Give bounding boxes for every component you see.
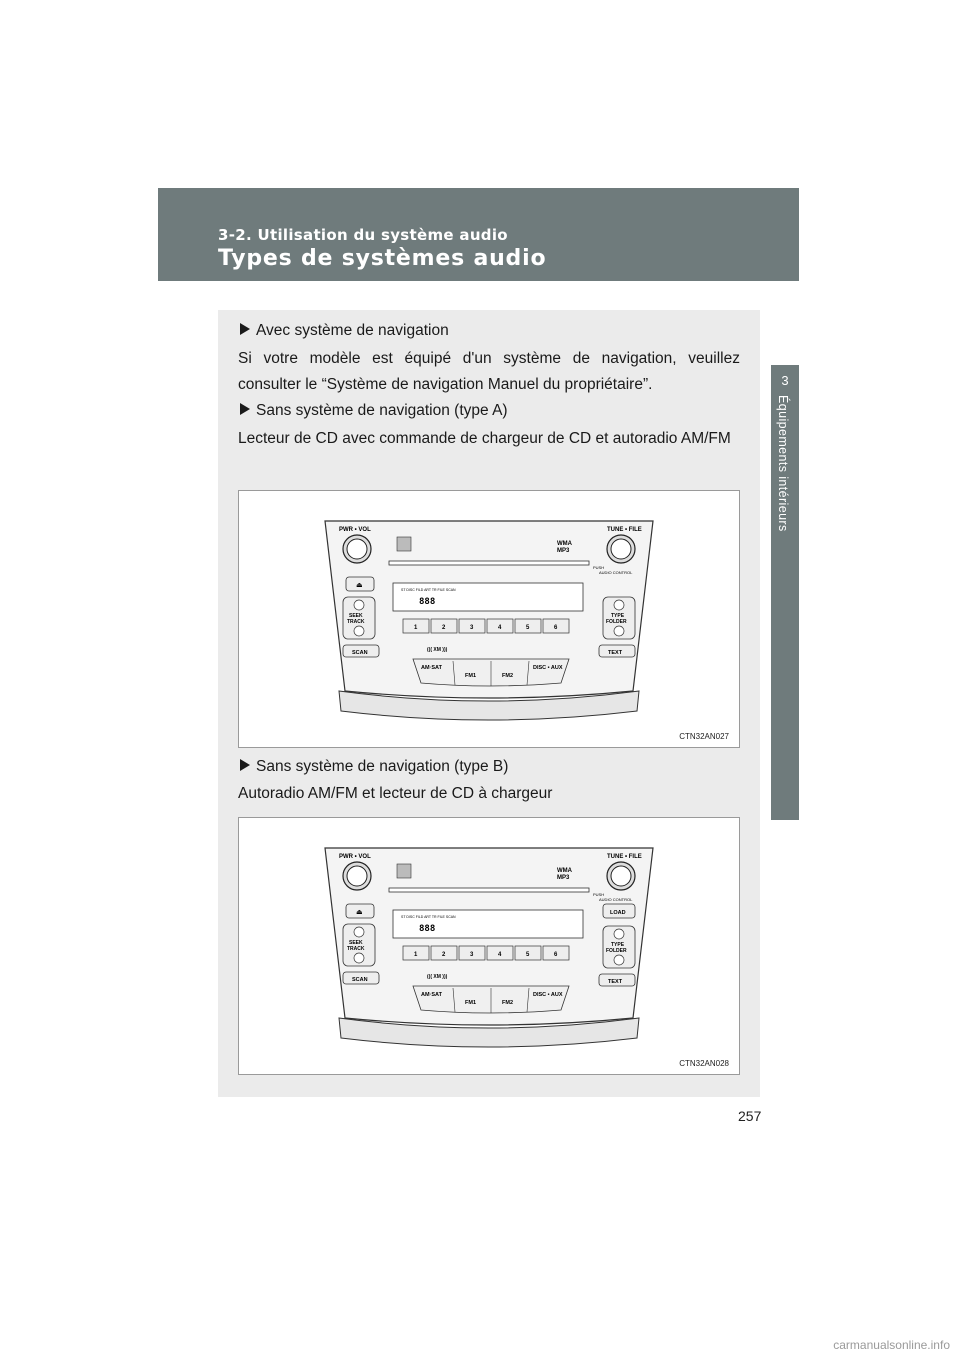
mp3-label: MP3 [557, 548, 570, 554]
svg-text:888: 888 [419, 597, 436, 607]
wma-label: WMA [557, 541, 572, 547]
triangle-bullet-icon [240, 759, 250, 771]
svg-text:DISC • AUX: DISC • AUX [533, 665, 563, 671]
radio-illustration [239, 491, 741, 749]
section-header [158, 188, 799, 281]
svg-text:6: 6 [554, 625, 558, 631]
pwr-vol-label: PWR • VOL [339, 854, 371, 860]
svg-text:1: 1 [414, 952, 418, 958]
cd-slot [389, 888, 589, 892]
figure-code: CTN32AN028 [679, 1059, 729, 1068]
svg-text:3: 3 [470, 952, 474, 958]
item-heading-type-a: Sans système de navigation (type A) [240, 402, 508, 420]
svg-text:4: 4 [498, 625, 502, 631]
figure-type-b [238, 817, 740, 1075]
eject-icon: ⏏ [356, 582, 363, 589]
page-title: Types de systèmes audio [218, 246, 547, 271]
chapter-number: 3 [781, 373, 789, 388]
triangle-bullet-icon [240, 323, 250, 335]
item-text-type-b: Autoradio AM/FM et lecteur de CD à chargeur [238, 785, 553, 802]
svg-text:PUSH: PUSH [593, 892, 605, 897]
xm-logo: ((( XM ))) [427, 647, 448, 653]
chapter-label: Équipements intérieurs [776, 395, 790, 532]
item-text-type-a: Lecteur de CD avec commande de chargeur de CD et autoradio AM/FM [238, 430, 731, 447]
svg-text:SCAN: SCAN [352, 977, 368, 983]
svg-text:SEEK: SEEK [349, 613, 363, 619]
svg-text:ST DISC FILD ART TR: ST DISC FILD ART TR FILE SCAN [401, 915, 456, 919]
triangle-bullet-icon [240, 403, 250, 415]
svg-text:TYPE: TYPE [611, 942, 625, 948]
svg-text:AM·SAT: AM·SAT [421, 992, 442, 998]
svg-text:AUDIO CONTROL: AUDIO CONTROL [599, 897, 633, 902]
svg-text:TRACK: TRACK [347, 619, 365, 625]
svg-text:2: 2 [442, 952, 446, 958]
watermark: carmanualsonline.info [833, 1338, 950, 1352]
item-text-nav: Si votre modèle est équipé d'un système de navigation, veuillez consulter le “Système de navigation Manuel du propriétaire”. [238, 350, 740, 393]
svg-text:FM1: FM1 [465, 673, 476, 679]
svg-text:5: 5 [526, 952, 530, 958]
svg-text:FM1: FM1 [465, 1000, 476, 1006]
eject-icon: ⏏ [356, 909, 363, 916]
svg-text:888: 888 [419, 924, 436, 934]
content-panel [218, 310, 760, 1097]
pwr-vol-label: PWR • VOL [339, 527, 371, 533]
svg-text:ST DISC FILD ART TR: ST DISC FILD ART TR FILE SCAN [401, 588, 456, 592]
svg-text:4: 4 [498, 952, 502, 958]
svg-text:LOAD: LOAD [610, 910, 626, 916]
page-number: 257 [738, 1108, 762, 1124]
svg-text:PUSH: PUSH [593, 565, 605, 570]
tune-file-label: TUNE • FILE [607, 527, 642, 533]
svg-text:TRACK: TRACK [347, 946, 365, 952]
svg-text:FOLDER: FOLDER [606, 948, 627, 954]
cd-slot [389, 561, 589, 565]
svg-text:TEXT: TEXT [608, 979, 623, 985]
svg-text:6: 6 [554, 952, 558, 958]
svg-text:FM2: FM2 [502, 1000, 513, 1006]
svg-text:1: 1 [414, 625, 418, 631]
cd-icon [397, 864, 411, 878]
svg-text:TYPE: TYPE [611, 613, 625, 619]
item-heading-nav: Avec système de navigation [240, 322, 449, 340]
svg-text:TEXT: TEXT [608, 650, 623, 656]
item-heading-type-b: Sans système de navigation (type B) [240, 758, 508, 776]
radio-illustration [239, 818, 741, 1076]
svg-text:5: 5 [526, 625, 530, 631]
chapter-tab [771, 365, 799, 820]
section-subtitle: 3-2. Utilisation du système audio [218, 226, 508, 244]
mp3-label: MP3 [557, 875, 570, 881]
svg-text:2: 2 [442, 625, 446, 631]
wma-label: WMA [557, 868, 572, 874]
svg-text:DISC • AUX: DISC • AUX [533, 992, 563, 998]
svg-text:3: 3 [470, 625, 474, 631]
xm-logo: ((( XM ))) [427, 974, 448, 980]
figure-code: CTN32AN027 [679, 732, 729, 741]
svg-text:AUDIO CONTROL: AUDIO CONTROL [599, 570, 633, 575]
svg-text:SEEK: SEEK [349, 940, 363, 946]
svg-text:FM2: FM2 [502, 673, 513, 679]
cd-icon [397, 537, 411, 551]
svg-text:FOLDER: FOLDER [606, 619, 627, 625]
figure-type-a [238, 490, 740, 748]
svg-text:AM·SAT: AM·SAT [421, 665, 442, 671]
svg-text:SCAN: SCAN [352, 650, 368, 656]
tune-file-label: TUNE • FILE [607, 854, 642, 860]
